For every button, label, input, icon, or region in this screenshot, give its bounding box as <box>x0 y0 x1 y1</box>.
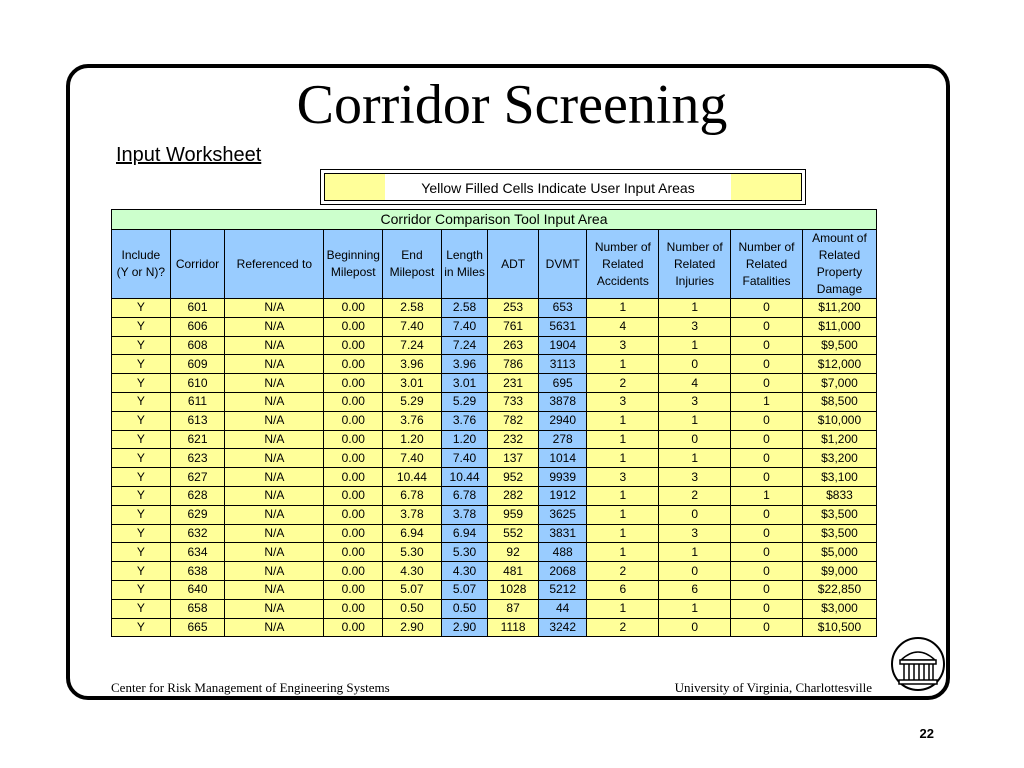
cell-referenced-to[interactable]: N/A <box>225 524 324 543</box>
cell-length: 5.29 <box>441 392 488 411</box>
cell-referenced-to[interactable]: N/A <box>225 336 324 355</box>
rotunda-icon <box>890 636 946 692</box>
column-header-line: Corridor <box>175 256 220 271</box>
cell-corridor[interactable]: 610 <box>170 374 225 393</box>
cell-dvmt: 3113 <box>538 355 587 374</box>
cell-beginning-milepost[interactable]: 0.00 <box>324 618 383 637</box>
cell-beginning-milepost[interactable]: 0.00 <box>324 355 383 374</box>
cell-accidents[interactable]: 3 <box>587 468 659 487</box>
cell-accidents[interactable]: 1 <box>587 411 659 430</box>
table-row <box>112 618 877 637</box>
column-header-line: Related <box>745 256 788 271</box>
column-header-line: Related <box>673 256 716 271</box>
cell-end-milepost[interactable]: 6.94 <box>383 524 442 543</box>
cell-fatalities[interactable]: 0 <box>731 543 803 562</box>
cell-injuries[interactable]: 0 <box>659 618 731 637</box>
cell-dvmt: 44 <box>538 599 587 618</box>
column-header-include <box>112 230 171 299</box>
cell-referenced-to[interactable]: N/A <box>225 468 324 487</box>
column-header-end-milepost <box>383 230 442 299</box>
cell-end-milepost[interactable]: 3.96 <box>383 355 442 374</box>
cell-injuries[interactable]: 1 <box>659 411 731 430</box>
cell-injuries[interactable]: 6 <box>659 580 731 599</box>
cell-referenced-to[interactable]: N/A <box>225 317 324 336</box>
cell-referenced-to[interactable]: N/A <box>225 543 324 562</box>
cell-length: 7.40 <box>441 449 488 468</box>
cell-beginning-milepost[interactable]: 0.00 <box>324 524 383 543</box>
cell-property-damage[interactable]: $3,200 <box>802 449 876 468</box>
cell-injuries[interactable]: 0 <box>659 355 731 374</box>
cell-accidents[interactable]: 1 <box>587 355 659 374</box>
slide-title: Corridor Screening <box>296 74 728 136</box>
cell-referenced-to[interactable]: N/A <box>225 562 324 581</box>
cell-referenced-to[interactable]: N/A <box>225 599 324 618</box>
cell-length: 4.30 <box>441 562 488 581</box>
cell-beginning-milepost[interactable]: 0.00 <box>324 505 383 524</box>
cell-adt[interactable]: 87 <box>488 599 539 618</box>
cell-fatalities[interactable]: 0 <box>731 524 803 543</box>
column-header-line: End <box>401 248 423 262</box>
cell-length: 10.44 <box>441 468 488 487</box>
cell-include[interactable]: Y <box>112 505 171 524</box>
cell-fatalities[interactable]: 0 <box>731 299 803 318</box>
cell-accidents[interactable]: 1 <box>587 449 659 468</box>
cell-injuries[interactable]: 1 <box>659 299 731 318</box>
cell-injuries[interactable]: 1 <box>659 543 731 562</box>
cell-referenced-to[interactable]: N/A <box>225 411 324 430</box>
cell-end-milepost[interactable]: 10.44 <box>383 468 442 487</box>
cell-length: 7.40 <box>441 317 488 336</box>
cell-beginning-milepost[interactable]: 0.00 <box>324 411 383 430</box>
cell-property-damage[interactable]: $12,000 <box>802 355 876 374</box>
cell-corridor[interactable]: 628 <box>170 486 225 505</box>
cell-dvmt: 1014 <box>538 449 587 468</box>
cell-adt[interactable]: 761 <box>488 317 539 336</box>
cell-property-damage[interactable]: $3,500 <box>802 505 876 524</box>
cell-beginning-milepost[interactable]: 0.00 <box>324 468 383 487</box>
cell-beginning-milepost[interactable]: 0.00 <box>324 580 383 599</box>
cell-include[interactable]: Y <box>112 580 171 599</box>
cell-referenced-to[interactable]: N/A <box>225 392 324 411</box>
cell-injuries[interactable]: 1 <box>659 449 731 468</box>
cell-property-damage[interactable]: $3,500 <box>802 524 876 543</box>
table-row <box>112 543 877 562</box>
cell-adt[interactable]: 1028 <box>488 580 539 599</box>
cell-include[interactable]: Y <box>112 468 171 487</box>
cell-fatalities[interactable]: 0 <box>731 430 803 449</box>
cell-end-milepost[interactable]: 2.58 <box>383 299 442 318</box>
cell-referenced-to[interactable]: N/A <box>225 486 324 505</box>
cell-length: 7.24 <box>441 336 488 355</box>
column-header-line: Fatalities <box>742 273 791 288</box>
cell-referenced-to[interactable]: N/A <box>225 618 324 637</box>
cell-end-milepost[interactable]: 7.24 <box>383 336 442 355</box>
cell-length: 1.20 <box>441 430 488 449</box>
cell-injuries[interactable]: 4 <box>659 374 731 393</box>
cell-dvmt: 3831 <box>538 524 587 543</box>
cell-end-milepost[interactable]: 5.29 <box>383 392 442 411</box>
cell-fatalities[interactable]: 0 <box>731 355 803 374</box>
cell-dvmt: 3242 <box>538 618 587 637</box>
cell-beginning-milepost[interactable]: 0.00 <box>324 317 383 336</box>
cell-corridor[interactable]: 609 <box>170 355 225 374</box>
cell-dvmt: 278 <box>538 430 587 449</box>
cell-adt[interactable]: 952 <box>488 468 539 487</box>
column-header-line: Damage <box>816 282 863 296</box>
cell-injuries[interactable]: 0 <box>659 430 731 449</box>
cell-accidents[interactable]: 3 <box>587 336 659 355</box>
cell-dvmt: 488 <box>538 543 587 562</box>
cell-include[interactable]: Y <box>112 562 171 581</box>
table-row <box>112 468 877 487</box>
cell-dvmt: 695 <box>538 374 587 393</box>
column-header-line: Number of <box>666 239 723 254</box>
cell-length: 2.90 <box>441 618 488 637</box>
cell-end-milepost[interactable]: 7.40 <box>383 449 442 468</box>
cell-beginning-milepost[interactable]: 0.00 <box>324 543 383 562</box>
cell-referenced-to[interactable]: N/A <box>225 355 324 374</box>
table-row <box>112 317 877 336</box>
column-header-property-damage <box>802 230 876 299</box>
table-row <box>112 430 877 449</box>
cell-injuries[interactable]: 3 <box>659 468 731 487</box>
cell-injuries[interactable]: 3 <box>659 392 731 411</box>
cell-accidents[interactable]: 2 <box>587 618 659 637</box>
table-row <box>112 336 877 355</box>
column-header-line: Injuries <box>675 273 715 288</box>
column-header-line: Number of <box>738 239 795 254</box>
cell-dvmt: 5212 <box>538 580 587 599</box>
cell-dvmt: 5631 <box>538 317 587 336</box>
table-row <box>112 449 877 468</box>
column-header-injuries <box>659 230 731 299</box>
column-header-line: (Y or N)? <box>116 265 166 279</box>
cell-dvmt: 1912 <box>538 486 587 505</box>
cell-property-damage[interactable]: $9,500 <box>802 336 876 355</box>
cell-injuries[interactable]: 1 <box>659 599 731 618</box>
table-row <box>112 562 877 581</box>
cell-referenced-to[interactable]: N/A <box>225 505 324 524</box>
cell-dvmt: 3625 <box>538 505 587 524</box>
cell-fatalities[interactable]: 0 <box>731 468 803 487</box>
column-header-line: Property <box>816 265 863 279</box>
cell-adt[interactable]: 137 <box>488 449 539 468</box>
cell-fatalities[interactable]: 0 <box>731 580 803 599</box>
cell-include[interactable]: Y <box>112 449 171 468</box>
cell-property-damage[interactable]: $9,000 <box>802 562 876 581</box>
cell-corridor[interactable]: 621 <box>170 430 225 449</box>
cell-adt[interactable]: 282 <box>488 486 539 505</box>
footer-university: University of Virginia, Charlottesville <box>674 680 872 695</box>
cell-include[interactable]: Y <box>112 411 171 430</box>
cell-adt[interactable]: 786 <box>488 355 539 374</box>
column-header-beginning-milepost <box>324 230 383 299</box>
cell-length: 5.07 <box>441 580 488 599</box>
cell-length: 5.30 <box>441 543 488 562</box>
cell-corridor[interactable]: 629 <box>170 505 225 524</box>
cell-referenced-to[interactable]: N/A <box>225 299 324 318</box>
cell-dvmt: 3878 <box>538 392 587 411</box>
column-header-dvmt <box>538 230 587 299</box>
cell-length: 3.96 <box>441 355 488 374</box>
column-header-line: DVMT <box>545 256 580 271</box>
cell-include[interactable]: Y <box>112 430 171 449</box>
cell-property-damage[interactable]: $10,000 <box>802 411 876 430</box>
cell-injuries[interactable]: 3 <box>659 524 731 543</box>
cell-referenced-to[interactable]: N/A <box>225 580 324 599</box>
cell-adt[interactable]: 782 <box>488 411 539 430</box>
cell-adt[interactable]: 231 <box>488 374 539 393</box>
cell-corridor[interactable]: 601 <box>170 299 225 318</box>
cell-accidents[interactable]: 4 <box>587 317 659 336</box>
cell-corridor[interactable]: 658 <box>170 599 225 618</box>
cell-accidents[interactable]: 1 <box>587 486 659 505</box>
cell-beginning-milepost[interactable]: 0.00 <box>324 374 383 393</box>
cell-end-milepost[interactable]: 1.20 <box>383 430 442 449</box>
cell-corridor[interactable]: 665 <box>170 618 225 637</box>
cell-fatalities[interactable]: 0 <box>731 505 803 524</box>
column-header-line: in Miles <box>444 265 485 279</box>
cell-include[interactable]: Y <box>112 374 171 393</box>
cell-beginning-milepost[interactable]: 0.00 <box>324 562 383 581</box>
cell-include[interactable]: Y <box>112 486 171 505</box>
table-row <box>112 355 877 374</box>
column-header-accidents <box>587 230 659 299</box>
cell-include[interactable]: Y <box>112 618 171 637</box>
cell-referenced-to[interactable]: N/A <box>225 449 324 468</box>
cell-fatalities[interactable]: 0 <box>731 449 803 468</box>
cell-adt[interactable]: 263 <box>488 336 539 355</box>
cell-accidents[interactable]: 1 <box>587 599 659 618</box>
cell-property-damage[interactable]: $833 <box>802 486 876 505</box>
page-number: 22 <box>919 726 934 741</box>
cell-property-damage[interactable]: $3,100 <box>802 468 876 487</box>
cell-fatalities[interactable]: 0 <box>731 374 803 393</box>
cell-injuries[interactable]: 2 <box>659 486 731 505</box>
cell-length: 3.76 <box>441 411 488 430</box>
cell-adt[interactable]: 481 <box>488 562 539 581</box>
cell-fatalities[interactable]: 0 <box>731 317 803 336</box>
cell-end-milepost[interactable]: 7.40 <box>383 317 442 336</box>
cell-corridor[interactable]: 608 <box>170 336 225 355</box>
cell-length: 6.78 <box>441 486 488 505</box>
table-row <box>112 374 877 393</box>
cell-dvmt: 1904 <box>538 336 587 355</box>
cell-adt[interactable]: 253 <box>488 299 539 318</box>
cell-include[interactable]: Y <box>112 336 171 355</box>
cell-injuries[interactable]: 3 <box>659 317 731 336</box>
cell-property-damage[interactable]: $10,500 <box>802 618 876 637</box>
column-header-line: Referenced to <box>236 256 313 271</box>
cell-dvmt: 9939 <box>538 468 587 487</box>
footer-organization: Center for Risk Management of Engineering Systems <box>111 680 390 695</box>
table-row <box>112 524 877 543</box>
cell-beginning-milepost[interactable]: 0.00 <box>324 392 383 411</box>
table-row <box>112 392 877 411</box>
cell-accidents[interactable]: 1 <box>587 543 659 562</box>
column-header-line: ADT <box>501 256 526 271</box>
cell-include[interactable]: Y <box>112 599 171 618</box>
cell-accidents[interactable]: 2 <box>587 562 659 581</box>
cell-fatalities[interactable]: 0 <box>731 618 803 637</box>
cell-dvmt: 653 <box>538 299 587 318</box>
cell-length: 2.58 <box>441 299 488 318</box>
cell-beginning-milepost[interactable]: 0.00 <box>324 599 383 618</box>
cell-property-damage[interactable]: $22,850 <box>802 580 876 599</box>
cell-accidents[interactable]: 1 <box>587 299 659 318</box>
cell-corridor[interactable]: 623 <box>170 449 225 468</box>
column-header-referenced-to <box>225 230 324 299</box>
column-header-line: Amount of <box>812 231 867 245</box>
table-row <box>112 505 877 524</box>
cell-adt[interactable]: 232 <box>488 430 539 449</box>
slide-subtitle: Input Worksheet <box>116 144 262 166</box>
column-header-line: Number of <box>594 239 651 254</box>
cell-corridor[interactable]: 613 <box>170 411 225 430</box>
cell-accidents[interactable]: 2 <box>587 374 659 393</box>
cell-adt[interactable]: 733 <box>488 392 539 411</box>
cell-length: 3.01 <box>441 374 488 393</box>
cell-end-milepost[interactable]: 5.30 <box>383 543 442 562</box>
cell-end-milepost[interactable]: 0.50 <box>383 599 442 618</box>
cell-corridor[interactable]: 632 <box>170 524 225 543</box>
cell-fatalities[interactable]: 0 <box>731 599 803 618</box>
column-header-line: Accidents <box>596 273 649 288</box>
corridor-input-table <box>111 209 877 637</box>
cell-accidents[interactable]: 1 <box>587 505 659 524</box>
cell-corridor[interactable]: 634 <box>170 543 225 562</box>
column-header-adt <box>488 230 539 299</box>
column-header-line: Related <box>818 248 861 262</box>
cell-adt[interactable]: 959 <box>488 505 539 524</box>
cell-property-damage[interactable]: $3,000 <box>802 599 876 618</box>
cell-beginning-milepost[interactable]: 0.00 <box>324 449 383 468</box>
cell-include[interactable]: Y <box>112 392 171 411</box>
cell-end-milepost[interactable]: 3.01 <box>383 374 442 393</box>
cell-fatalities[interactable]: 1 <box>731 486 803 505</box>
cell-beginning-milepost[interactable]: 0.00 <box>324 430 383 449</box>
table-band-title: Corridor Comparison Tool Input Area <box>112 210 877 230</box>
cell-include[interactable]: Y <box>112 317 171 336</box>
table-row <box>112 599 877 618</box>
cell-corridor[interactable]: 627 <box>170 468 225 487</box>
cell-corridor[interactable]: 606 <box>170 317 225 336</box>
cell-fatalities[interactable]: 0 <box>731 336 803 355</box>
cell-include[interactable]: Y <box>112 355 171 374</box>
legend-yellow-swatch-right <box>731 174 801 200</box>
cell-dvmt: 2940 <box>538 411 587 430</box>
table-row <box>112 411 877 430</box>
cell-property-damage[interactable]: $5,000 <box>802 543 876 562</box>
cell-referenced-to[interactable]: N/A <box>225 374 324 393</box>
cell-end-milepost[interactable]: 2.90 <box>383 618 442 637</box>
cell-corridor[interactable]: 640 <box>170 580 225 599</box>
cell-length: 0.50 <box>441 599 488 618</box>
cell-property-damage[interactable]: $11,200 <box>802 299 876 318</box>
input-legend <box>320 169 806 205</box>
column-header-line: Length <box>446 248 483 262</box>
cell-property-damage[interactable]: $1,200 <box>802 430 876 449</box>
column-header-length <box>441 230 488 299</box>
cell-adt[interactable]: 92 <box>488 543 539 562</box>
cell-injuries[interactable]: 1 <box>659 336 731 355</box>
column-header-line: Milepost <box>389 265 435 279</box>
cell-beginning-milepost[interactable]: 0.00 <box>324 299 383 318</box>
legend-yellow-swatch-left <box>325 174 385 200</box>
cell-end-milepost[interactable]: 4.30 <box>383 562 442 581</box>
cell-corridor[interactable]: 638 <box>170 562 225 581</box>
cell-include[interactable]: Y <box>112 299 171 318</box>
cell-property-damage[interactable]: $8,500 <box>802 392 876 411</box>
cell-fatalities[interactable]: 0 <box>731 411 803 430</box>
table-row <box>112 580 877 599</box>
cell-include[interactable]: Y <box>112 524 171 543</box>
column-header-line: Include <box>121 248 161 262</box>
table-row <box>112 486 877 505</box>
cell-beginning-milepost[interactable]: 0.00 <box>324 336 383 355</box>
cell-accidents[interactable]: 6 <box>587 580 659 599</box>
cell-end-milepost[interactable]: 6.78 <box>383 486 442 505</box>
column-header-line: Milepost <box>330 265 376 279</box>
column-header-line: Beginning <box>326 248 380 262</box>
cell-accidents[interactable]: 1 <box>587 430 659 449</box>
cell-include[interactable]: Y <box>112 543 171 562</box>
cell-dvmt: 2068 <box>538 562 587 581</box>
legend-text: Yellow Filled Cells Indicate User Input Areas <box>385 174 731 200</box>
cell-beginning-milepost[interactable]: 0.00 <box>324 486 383 505</box>
cell-end-milepost[interactable]: 3.76 <box>383 411 442 430</box>
cell-property-damage[interactable]: $11,000 <box>802 317 876 336</box>
cell-accidents[interactable]: 1 <box>587 524 659 543</box>
cell-fatalities[interactable]: 0 <box>731 562 803 581</box>
cell-accidents[interactable]: 3 <box>587 392 659 411</box>
column-header-line: Related <box>602 256 644 271</box>
cell-property-damage[interactable]: $7,000 <box>802 374 876 393</box>
cell-length: 6.94 <box>441 524 488 543</box>
cell-end-milepost[interactable]: 5.07 <box>383 580 442 599</box>
cell-corridor[interactable]: 611 <box>170 392 225 411</box>
cell-adt[interactable]: 1118 <box>488 618 539 637</box>
cell-injuries[interactable]: 0 <box>659 562 731 581</box>
cell-referenced-to[interactable]: N/A <box>225 430 324 449</box>
cell-length: 3.78 <box>441 505 488 524</box>
column-header-fatalities <box>731 230 803 299</box>
table-row <box>112 299 877 318</box>
cell-injuries[interactable]: 0 <box>659 505 731 524</box>
cell-end-milepost[interactable]: 3.78 <box>383 505 442 524</box>
cell-adt[interactable]: 552 <box>488 524 539 543</box>
column-header-corridor <box>170 230 225 299</box>
cell-fatalities[interactable]: 1 <box>731 392 803 411</box>
